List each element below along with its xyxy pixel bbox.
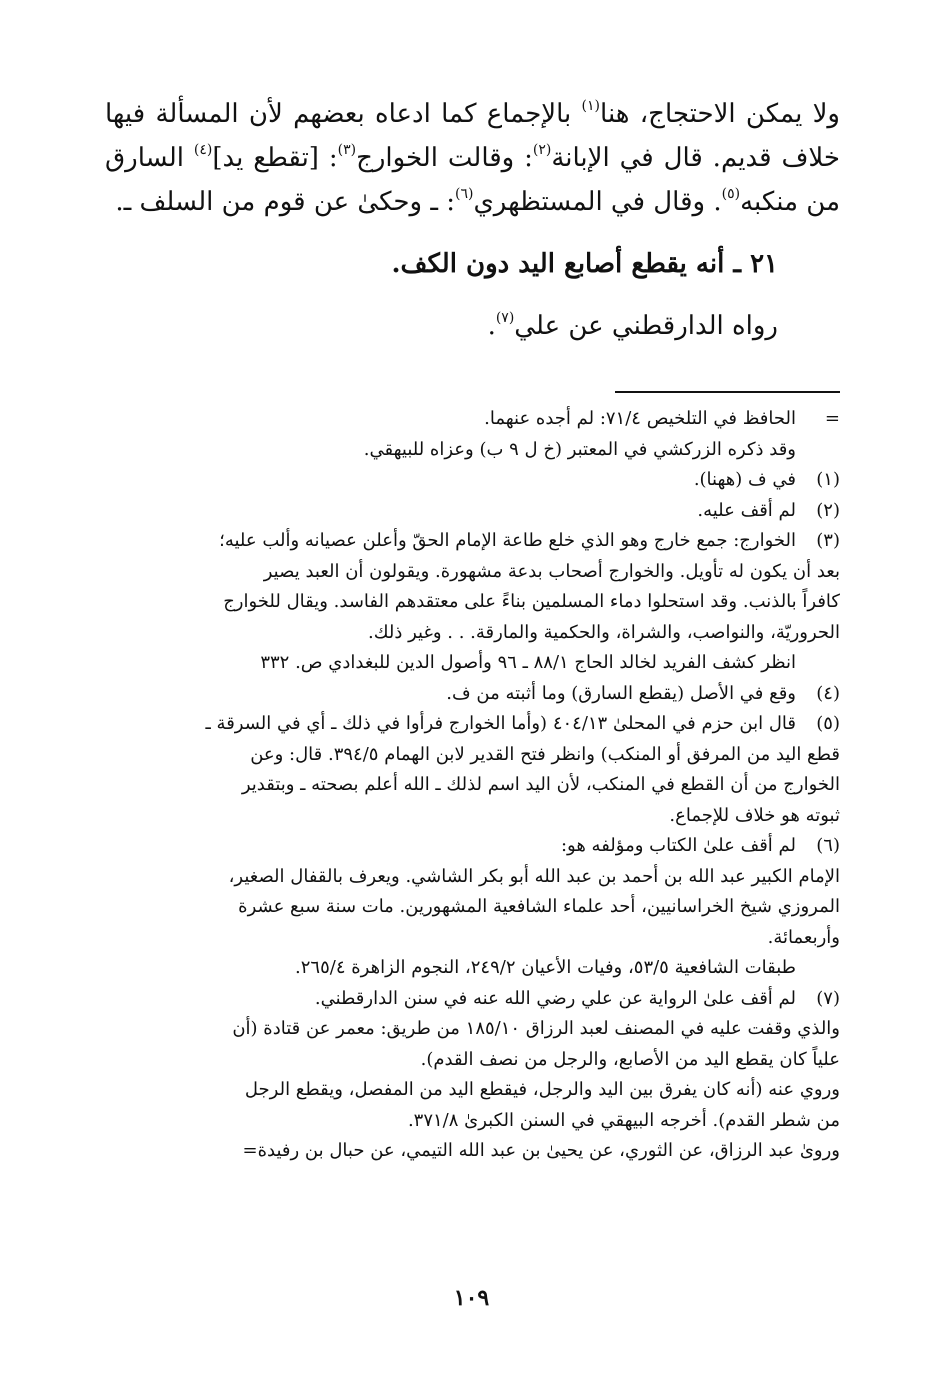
footnote-2	[105, 496, 840, 527]
footnotes	[105, 404, 840, 1167]
narration-line	[105, 304, 840, 348]
footnote-line: في ف (ههنا).	[693, 469, 796, 490]
footnote-line: وقد ذكره الزركشي في المعتبر (خ ل ٩ ب) وعزاه للبيهقي.	[363, 438, 796, 460]
footnote-line: ثبوته هو خلاف للإجماع.	[669, 804, 840, 826]
footnote-6	[105, 831, 840, 862]
footnote-line: وقع في الأصل (يقطع السارق) وما أثبته من ف.	[446, 682, 796, 704]
footnote-body	[105, 679, 796, 710]
footnote-reference-line: انظر كشف الفريد لخالد الحاج ٨٨/١ ـ ٩٦ وأصول الدين للبغدادي ص. ٣٣٢	[260, 652, 796, 673]
footnote-1	[105, 465, 840, 496]
footnote-ref-5[interactable]: (٥)	[721, 186, 741, 202]
footnote-5	[105, 709, 840, 740]
footnote-line: قطع اليد من المرفق أو المنكب) وانظر فتح القدير لابن الهمام ٣٩٤/٥. قال: وعن	[250, 743, 840, 765]
footnote-line: بعد أن يكون له تأويل. والخوارج أصحاب بدعة مشهورة. ويقولون أن العبد يصير	[263, 560, 840, 582]
footnote-body	[105, 984, 796, 1015]
text-run: : وقالت الخوارج	[356, 143, 533, 173]
footnote-line: وأربعمائة.	[767, 926, 840, 948]
footnote-separator	[615, 391, 840, 393]
text-run: : [تقطع يد]	[212, 143, 338, 173]
footnote-marker: (٢)	[816, 499, 840, 521]
footnote-marker: (٤)	[816, 682, 840, 704]
footnote-4	[105, 679, 840, 710]
footnote-body	[105, 496, 796, 527]
footnote-marker: (٥)	[816, 713, 840, 734]
text-run: .	[487, 311, 496, 341]
text-run: بالإجماع كما ادعاه بعضهم لأن المسألة فيها خلاف قديم. قال في الإبانة	[105, 99, 840, 173]
footnote-marker: (١)	[816, 469, 840, 490]
footnote-marker: (٧)	[816, 987, 840, 1009]
text-run: السارق من منكبه	[105, 143, 840, 217]
footnote-line: وروىٰ عبد الرزاق، عن الثوري، عن يحيىٰ بن عبد الله التيمي، عن حبال بن رفيدة=	[242, 1140, 840, 1161]
footnote-7	[105, 984, 840, 1015]
footnote-body	[105, 465, 796, 496]
footnote-line: الخوارج من أن القطع في المنكب، لأن اليد اسم لذلك ـ الله أعلم بصحته ـ وبتقدير	[241, 774, 840, 795]
footnote-ref-2[interactable]: (٢)	[532, 142, 552, 158]
footnote-line: الخوارج: جمع خارج وهو الذي خلع طاعة الإمام الحقّ وأعلن عصيانه وألب عليه؛	[219, 530, 796, 551]
footnote-marker: (٦)	[816, 835, 840, 856]
footnote-line: وروي عنه (أنه كان يفرق بين اليد والرجل، فيقطع اليد من المفصل، ويقطع الرجل	[244, 1079, 840, 1100]
footnote-line: كافراً بالذنب. وقد استحلوا دماء المسلمين بناءً على معتقدهم الفاسد. ويقال للخوارج	[223, 591, 840, 612]
footnote-continuation	[105, 404, 840, 465]
footnote-ref-3[interactable]: (٣)	[337, 142, 357, 158]
footnote-line: الإمام الكبير عبد الله بن أحمد بن عبد الله أبو بكر الشاشي. ويعرف بالقفال الصغير،	[228, 865, 840, 887]
footnote-ref-1[interactable]: (١)	[581, 98, 601, 114]
footnote-line: والذي وقفت عليه في المصنف لعبد الرزاق ١٨٥/١٠ من طريق: معمر عن قتادة (أن	[232, 1018, 840, 1039]
main-paragraph	[105, 92, 840, 224]
item-21: ٢١ ـ أنه يقطع أصابع اليد دون الكف.	[391, 249, 778, 279]
text-run: ولا يمكن الاحتجاج، هنا	[600, 99, 840, 129]
text-run: رواه الدارقطني عن علي	[514, 311, 778, 341]
footnote-3	[105, 526, 840, 557]
footnote-line: الحروريّة، والنواصب، والشراة، والحكمية والمارقة. . . وغير ذلك.	[367, 621, 840, 643]
footnote-line: المروزي شيخ الخراسانيين، أحد علماء الشافعية المشهورين. مات سنة سبع عشرة	[238, 896, 840, 917]
continuation-marker: =	[824, 408, 840, 429]
footnote-line: لم أقف علىٰ الرواية عن علي رضي الله عنه في سنن الدارقطني.	[314, 987, 796, 1009]
footnote-ref-6[interactable]: (٦)	[454, 186, 474, 202]
footnote-marker: (٣)	[816, 530, 840, 551]
footnote-body	[105, 831, 796, 862]
footnote-line: قال ابن حزم في المحلىٰ ٤٠٤/١٣ (وأما الخوارج فرأوا في ذلك ـ أي في السرقة ـ	[205, 713, 796, 734]
footnote-line: الحافظ في التلخيص ٧١/٤: لم أجده عنهما.	[484, 408, 796, 429]
footnote-line: لم أقف علىٰ الكتاب ومؤلفه هو:	[560, 835, 796, 856]
footnote-reference-line: طبقات الشافعية ٥٣/٥، وفيات الأعيان ٢٤٩/٢، النجوم الزاهرة ٢٦٥/٤.	[295, 957, 796, 978]
footnote-ref-4[interactable]: (٤)	[193, 142, 213, 158]
footnote-body	[105, 709, 796, 740]
footnote-body	[105, 526, 796, 557]
main-text	[105, 92, 840, 348]
page-number: ١٠٩	[453, 1285, 490, 1311]
text-run: : ـ وحكىٰ عن قوم من السلف ـ.	[115, 187, 455, 217]
footnote-line: من شطر القدم). أخرجه البيهقي في السنن الكبرىٰ ٣٧١/٨.	[407, 1109, 840, 1131]
text-run: . وقال في المستظهري	[473, 187, 722, 217]
footnote-line: لم أقف عليه.	[697, 499, 796, 521]
footnote-body	[105, 404, 796, 465]
footnote-ref-7[interactable]: (٧)	[495, 310, 515, 326]
footnote-line: علياً كان يقطع اليد من الأصابع، والرجل من نصف القدم).	[420, 1048, 840, 1070]
